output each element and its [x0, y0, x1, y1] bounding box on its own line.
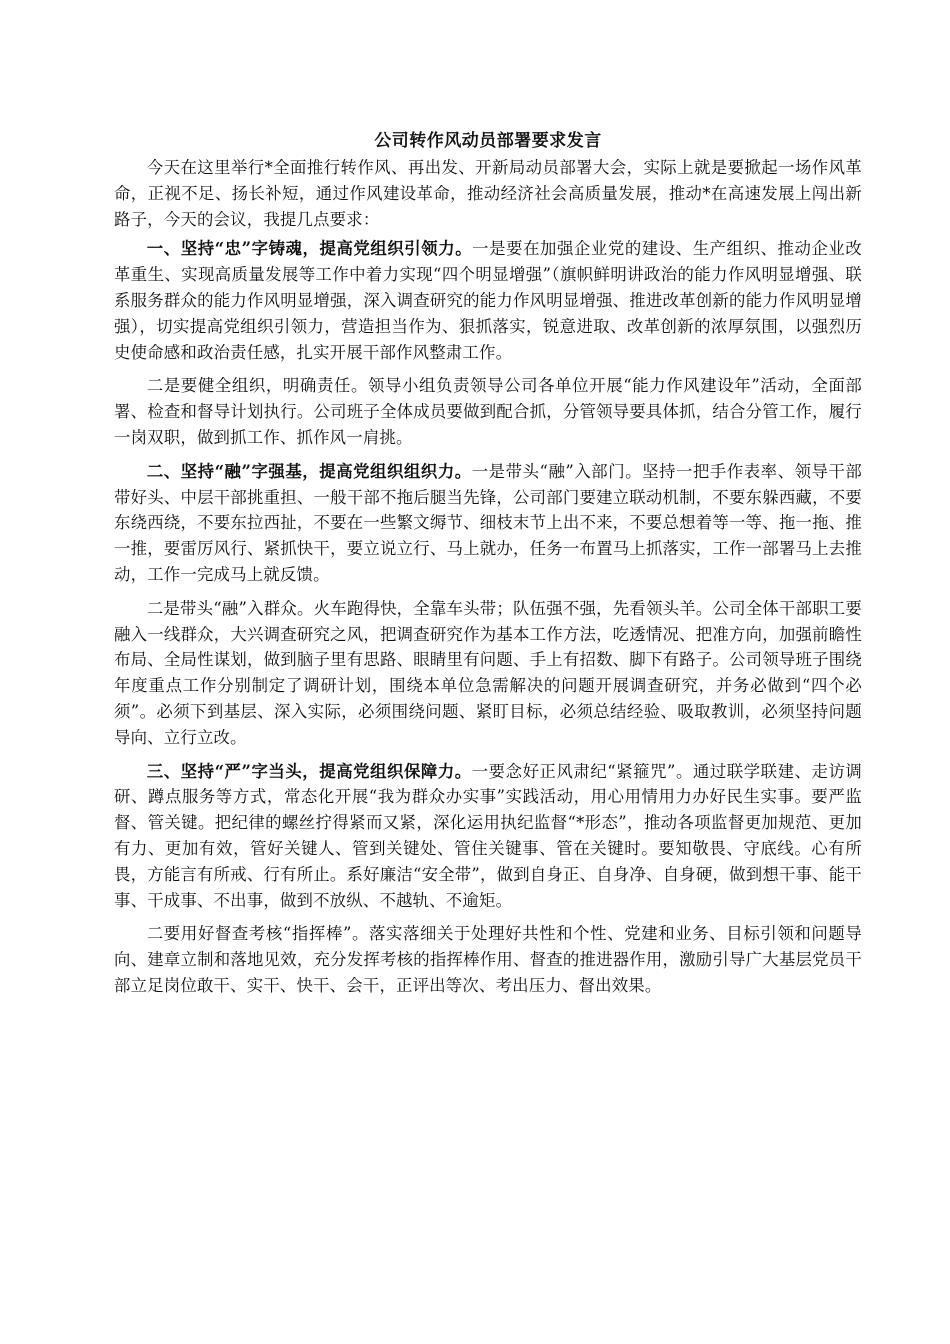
paragraph-text: 今天在这里举行*全面推行转作风、再出发、开新局动员部署大会，实际上就是要掀起一场作风革命，正视不足、扬长补短，通过作风建设革命，推动经济社会高质量发展，推动*在高速发展上闯出新路子，今天的会议，我提几点要求： — [114, 158, 862, 229]
paragraph-section-2-point-2 — [114, 596, 862, 751]
paragraph-text: 一是要在加强企业党的建设、生产组织、推动企业改革重生、实现高质量发展等工作中着力实现“四个明显增强”（旗帜鲜明讲政治的能力作风明显增强、联系服务群众的能力作风明显增强，深入调查研究的能力作风明显增强、推进改革创新的能力作风明显增强），切实提高党组织引领力，营造担当作为、狠抓落实，锐意进取、改革创新的浓厚氛围，以强烈历史使命感和政治责任感，扎实开展干部作风整肃工作。 — [114, 239, 862, 362]
section-heading-3: 三、坚持“严”字当头，提高党组织保障力。 — [146, 761, 472, 781]
paragraph-section-1 — [114, 236, 862, 365]
paragraph-section-1-point-2 — [114, 373, 862, 450]
paragraph-section-3 — [114, 759, 862, 914]
paragraph-section-2 — [114, 459, 862, 588]
paragraph-text: 二是要健全组织，明确责任。领导小组负责领导公司各单位开展“能力作风建设年”活动，全面部署、检查和督导计划执行。公司班子全体成员要做到配合抓，分管领导要具体抓，结合分管工作，履行一岗双职，做到抓工作、抓作风一肩挑。 — [114, 376, 862, 447]
section-heading-1: 一、坚持“忠”字铸魂，提高党组织引领力。 — [146, 239, 473, 259]
paragraph-text: 二要用好督查考核“指挥棒”。落实落细关于处理好共性和个性、党建和业务、目标引领和问题导向、建章立制和落地见效，充分发挥考核的指挥棒作用、督查的推进器作用，激励引导广大基层党员干部立足岗位敢干、实干、快干、会干，正评出等次、考出压力、督出效果。 — [114, 924, 862, 995]
document-title: 公司转作风动员部署要求发言 — [374, 131, 602, 151]
paragraph-intro — [114, 155, 862, 232]
paragraph-text: 一要念好正风肃纪“紧箍咒”。通过联学联建、走访调研、蹲点服务等方式，常态化开展“我为群众办实事”实践活动，用心用情用力办好民生实事。要严监督、管关键。把纪律的螺丝拧得紧而又紧，深化运用执纪监督“*形态”，推动各项监督更加规范、更加有力、更加有效，管好关键人、管到关键处、管住关键事、管在关键时。要知敬畏、守底线。心有所畏，方能言有所戒、行有所止。系好廉洁“安全带”，做到自身正、自身净、自身硬，做到想干事、能干事、干成事、不出事，做到不放纵、不越轨、不逾矩。 — [114, 761, 862, 910]
paragraph-text: 二是带头“融”入群众。火车跑得快，全靠车头带；队伍强不强，先看领头羊。公司全体干部职工要融入一线群众，大兴调查研究之风，把调查研究作为基本工作方法，吃透情况、把准方向，加强前瞻性布局、全局性谋划，做到脑子里有思路、眼睛里有问题、手上有招数、脚下有路子。公司领导班子围绕年度重点工作分别制定了调研计划，围绕本单位急需解决的问题开展调查研究，并务必做到“四个必须”。必须下到基层、深入实际，必须围绕问题、紧盯目标，必须总结经验、吸取教训，必须坚持问题导向、立行立改。 — [114, 598, 862, 747]
document-page — [114, 128, 862, 1007]
paragraph-text: 一是带头“融”入部门。坚持一把手作表率、领导干部带好头、中层干部挑重担、一般干部不拖后腿当先锋，公司部门要建立联动机制，不要东躲西藏，不要东绕西绕，不要东拉西扯，不要在一些繁文缛节、细枝末节上出不来，不要总想着等一等、拖一拖、推一推，要雷厉风行、紧抓快干，要立说立行、马上就办，任务一布置马上抓落实，工作一部署马上去推动，工作一完成马上就反馈。 — [114, 461, 862, 584]
section-heading-2: 二、坚持“融”字强基，提高党组织组织力。 — [146, 461, 472, 481]
paragraph-section-3-point-2 — [114, 921, 862, 998]
